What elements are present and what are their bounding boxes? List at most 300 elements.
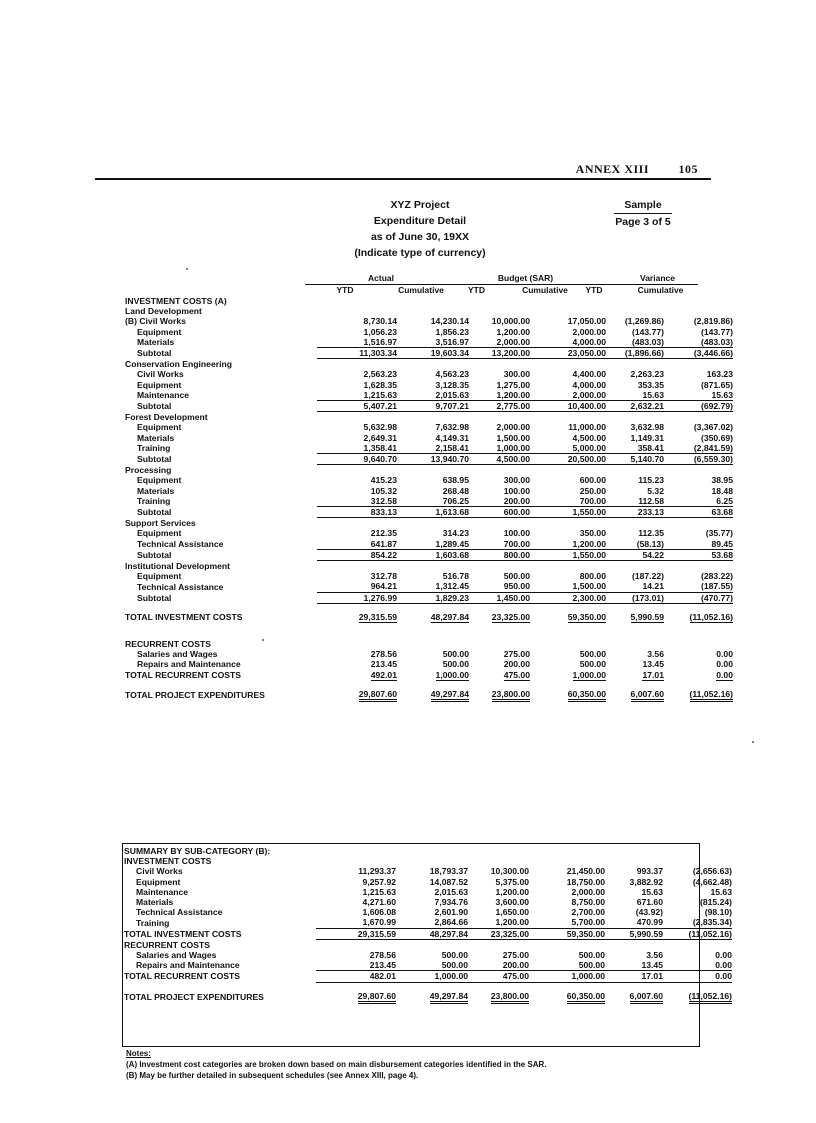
value-cell: 2,601.90 <box>434 907 468 918</box>
value-cell: 13,200.00 <box>469 348 530 359</box>
value-cell <box>397 465 469 476</box>
value-cell: 1,200.00 <box>495 917 529 928</box>
value-cell: 10,400.00 <box>530 401 606 412</box>
table-row <box>124 950 732 960</box>
notes-heading: Notes: <box>126 1049 151 1058</box>
value-cell: 9,707.21 <box>397 401 469 412</box>
value-cell: 5,632.98 <box>363 422 397 433</box>
value-cell <box>397 306 469 316</box>
row-label: SUMMARY BY SUB-CATEGORY (B): <box>124 846 271 856</box>
value-cell: (1,896.66) <box>606 348 664 359</box>
value-text: 5,990.59 <box>630 611 664 622</box>
value-cell: 115.23 <box>638 475 664 486</box>
value-cell: 13.45 <box>642 659 664 670</box>
value-cell <box>317 561 397 572</box>
value-cell: 2,015.63 <box>434 886 468 897</box>
value-cell <box>397 681 469 689</box>
value-cell <box>529 939 605 950</box>
value-cell: 1,650.00 <box>495 907 529 918</box>
table-row <box>125 670 733 681</box>
value-cell: 112.35 <box>638 528 664 539</box>
value-text: 29,807.60 <box>358 991 396 1004</box>
value-cell <box>664 631 733 639</box>
row-label: Repairs and Maintenance <box>137 659 241 670</box>
value-cell <box>469 689 530 702</box>
report-name: Expenditure Detail <box>373 215 467 227</box>
table-row <box>125 380 733 390</box>
value-cell: 3.56 <box>647 649 664 660</box>
value-cell: 18.48 <box>711 485 733 496</box>
row-label: Equipment <box>137 528 182 539</box>
table-row <box>125 496 733 507</box>
value-cell <box>606 639 664 649</box>
value-cell <box>664 465 733 476</box>
value-cell <box>663 982 732 991</box>
value-cell: 0.00 <box>715 950 732 961</box>
value-cell: 1,275.00 <box>496 379 530 390</box>
value-cell: 1,628.35 <box>363 379 397 390</box>
value-cell: 1,500.00 <box>496 432 530 443</box>
value-cell: 1,358.41 <box>363 442 397 453</box>
value-cell <box>606 465 664 476</box>
value-cell <box>317 631 397 639</box>
value-cell: 11,303.34 <box>317 348 397 359</box>
value-cell: (350.69) <box>700 432 733 443</box>
value-cell: 2,000.00 <box>496 336 530 347</box>
value-cell <box>606 681 664 689</box>
value-cell: 5,000.00 <box>572 442 606 453</box>
row-label: Training <box>137 443 171 454</box>
table-row <box>125 659 733 669</box>
section-heading-row <box>125 412 733 423</box>
value-cell <box>317 518 397 529</box>
value-cell: 482.01 <box>316 971 396 982</box>
value-cell: 4,500.00 <box>572 432 606 443</box>
value-cell: 13,940.70 <box>397 454 469 465</box>
value-cell: 89.45 <box>711 538 733 549</box>
row-label <box>125 623 317 631</box>
row-label: RECURRENT COSTS <box>124 939 210 950</box>
value-cell: 516.78 <box>442 571 469 582</box>
value-cell <box>664 518 733 529</box>
row-label: Subtotal <box>137 401 172 412</box>
section-heading-row <box>125 561 733 572</box>
value-cell <box>530 670 606 681</box>
value-cell <box>469 561 530 572</box>
value-cell: (58.13) <box>636 538 664 549</box>
value-cell: (283.22) <box>700 571 733 582</box>
value-cell: 2,000.00 <box>572 389 606 400</box>
value-cell: (143.77) <box>631 326 664 337</box>
value-cell: 470.99 <box>636 917 663 928</box>
table-row <box>125 592 733 603</box>
value-cell <box>317 681 397 689</box>
table-row <box>125 486 733 496</box>
row-label <box>124 982 316 991</box>
value-cell <box>530 612 606 623</box>
value-cell: 500.00 <box>578 960 605 971</box>
value-cell: 2,000.00 <box>572 326 606 337</box>
row-label: Materials <box>137 485 175 496</box>
table-row <box>124 928 732 939</box>
value-cell <box>316 846 396 856</box>
spacer-row <box>125 623 733 631</box>
table-row <box>125 433 733 443</box>
value-cell: 15.63 <box>711 389 733 400</box>
value-cell: 17,050.00 <box>567 316 606 327</box>
section-heading-row <box>124 939 732 950</box>
value-cell: 5.32 <box>647 485 664 496</box>
value-cell <box>316 856 396 866</box>
value-text: 48,297.84 <box>430 611 469 622</box>
row-label: Salaries and Wages <box>136 950 217 961</box>
value-cell <box>397 631 469 639</box>
value-cell <box>664 412 733 423</box>
value-cell <box>397 412 469 423</box>
value-cell <box>317 639 397 649</box>
sheet-page: Page 3 of 5 <box>615 216 671 228</box>
col-actual-ytd: YTD <box>336 285 354 295</box>
table-row <box>125 528 733 538</box>
value-cell: 1,550.00 <box>530 507 606 518</box>
value-cell: (1,269.86) <box>624 316 664 327</box>
value-cell: 212.35 <box>370 528 397 539</box>
col-variance-cum: Cumulative <box>637 285 684 295</box>
row-label: Conservation Engineering <box>125 358 232 369</box>
row-label: Technical Assistance <box>137 581 224 592</box>
value-cell: 268.48 <box>442 485 469 496</box>
row-label: Support Services <box>125 517 196 528</box>
table-row <box>124 877 732 887</box>
value-cell: 100.00 <box>503 528 530 539</box>
row-label: TOTAL INVESTMENT COSTS <box>124 928 242 939</box>
value-cell: 200.00 <box>502 960 529 971</box>
value-cell <box>469 670 530 681</box>
value-cell: 500.00 <box>441 950 468 961</box>
value-cell: 5,990.59 <box>605 928 663 939</box>
value-cell <box>530 631 606 639</box>
row-label: Materials <box>136 897 174 908</box>
value-cell: 1,550.00 <box>530 549 606 560</box>
value-cell: 53.68 <box>664 549 733 560</box>
value-cell <box>663 991 732 1004</box>
value-cell <box>530 561 606 572</box>
value-cell: 213.45 <box>369 960 396 971</box>
row-label: Land Development <box>125 306 202 317</box>
value-cell: 6.25 <box>716 495 733 506</box>
value-text: 6,007.60 <box>631 689 664 702</box>
value-cell <box>397 612 469 623</box>
value-cell: 4,000.00 <box>572 336 606 347</box>
value-cell: 112.58 <box>638 495 664 506</box>
value-cell <box>529 982 605 991</box>
value-cell: 0.00 <box>663 971 732 982</box>
value-cell <box>605 939 663 950</box>
table-row <box>125 422 733 432</box>
group-actual: Actual <box>368 273 394 283</box>
value-cell <box>664 639 733 649</box>
row-label: Training <box>137 496 171 507</box>
value-cell: 500.00 <box>442 649 469 660</box>
value-cell: 350.00 <box>579 528 606 539</box>
section-heading-row <box>125 306 733 316</box>
value-cell <box>469 631 530 639</box>
sample-label: Sample <box>614 197 671 214</box>
value-cell: 600.00 <box>579 475 606 486</box>
table-row <box>124 907 732 917</box>
value-cell <box>664 623 733 631</box>
value-cell: 2,015.63 <box>435 389 469 400</box>
value-cell <box>605 982 663 991</box>
value-cell: 0.00 <box>716 659 733 670</box>
spacer-row <box>124 982 732 991</box>
value-cell: 800.00 <box>469 549 530 560</box>
section-heading-row <box>125 518 733 529</box>
value-cell: 854.22 <box>317 549 397 560</box>
value-cell: 38.95 <box>711 475 733 486</box>
row-label: Repairs and Maintenance <box>136 960 240 971</box>
value-cell: 275.00 <box>503 649 530 660</box>
value-cell: 2,632.21 <box>606 401 664 412</box>
value-cell <box>530 359 606 370</box>
value-cell: (2,656.63) <box>692 866 732 877</box>
row-label: TOTAL PROJECT EXPENDITURES <box>124 992 264 1003</box>
value-cell: 706.25 <box>442 495 469 506</box>
value-cell <box>663 939 732 950</box>
value-text: 1,000.00 <box>435 669 469 680</box>
value-cell: 4,500.00 <box>469 454 530 465</box>
value-cell: 19,603.34 <box>397 348 469 359</box>
table-row <box>124 897 732 907</box>
value-cell: 0.00 <box>716 649 733 660</box>
value-cell: 1,000.00 <box>529 971 605 982</box>
value-cell: 15.63 <box>641 886 663 897</box>
value-cell <box>664 670 733 681</box>
value-cell: (871.65) <box>700 379 733 390</box>
value-cell: (470.77) <box>664 592 733 603</box>
value-cell: 10,300.00 <box>490 866 529 877</box>
value-cell: 638.95 <box>442 475 469 486</box>
value-cell: 2,563.23 <box>363 369 397 380</box>
section-heading-row <box>125 639 733 649</box>
value-cell: (3,446.66) <box>664 348 733 359</box>
value-cell <box>606 359 664 370</box>
table-row <box>125 581 733 592</box>
value-cell <box>530 639 606 649</box>
project-name: XYZ Project <box>390 199 450 211</box>
value-cell: 700.00 <box>503 538 530 549</box>
row-label: Materials <box>137 432 175 443</box>
table-row <box>125 612 733 623</box>
value-cell: 1,450.00 <box>469 592 530 603</box>
value-cell <box>469 296 530 306</box>
row-label <box>125 681 317 689</box>
value-cell <box>529 856 605 866</box>
value-cell: 5,407.21 <box>317 401 397 412</box>
value-cell: 2,263.23 <box>630 369 664 380</box>
summary-table <box>124 846 732 1004</box>
value-cell: 5,375.00 <box>495 876 529 887</box>
value-cell: 1,200.00 <box>496 326 530 337</box>
value-cell: 9,640.70 <box>317 454 397 465</box>
value-cell <box>469 465 530 476</box>
value-cell: 15.63 <box>710 886 732 897</box>
value-cell: 8,730.14 <box>363 316 397 327</box>
header-rule <box>95 178 711 180</box>
value-cell <box>664 306 733 316</box>
value-cell: 671.60 <box>636 897 663 908</box>
value-cell: 250.00 <box>579 485 606 496</box>
table-row <box>125 401 733 412</box>
spacer-row <box>125 631 733 639</box>
value-cell: 17.01 <box>605 971 663 982</box>
value-cell <box>396 939 468 950</box>
value-cell: 800.00 <box>579 571 606 582</box>
value-cell: 1,200.00 <box>496 389 530 400</box>
row-label: Civil Works <box>137 369 184 380</box>
value-cell <box>469 518 530 529</box>
table-row <box>125 348 733 359</box>
value-cell: 13.45 <box>641 960 663 971</box>
value-cell <box>606 670 664 681</box>
value-cell: 63.68 <box>664 507 733 518</box>
value-cell <box>664 561 733 572</box>
value-cell: 300.00 <box>503 475 530 486</box>
value-cell: 1,312.45 <box>435 581 469 592</box>
value-text: 492.01 <box>370 669 397 680</box>
report-title <box>300 197 540 261</box>
value-text: 475.00 <box>503 669 530 680</box>
value-text: (11,052.16) <box>689 611 733 622</box>
table-row <box>125 390 733 401</box>
table-row <box>125 507 733 518</box>
value-cell: (483.03) <box>700 336 733 347</box>
value-cell: 314.23 <box>442 528 469 539</box>
value-cell: 1,000.00 <box>396 971 468 982</box>
value-cell: 21,450.00 <box>566 866 605 877</box>
value-text: 60,350.00 <box>568 689 606 702</box>
value-cell <box>606 306 664 316</box>
value-cell <box>396 982 468 991</box>
value-cell <box>317 612 397 623</box>
value-cell: 59,350.00 <box>529 928 605 939</box>
value-cell: 500.00 <box>579 659 606 670</box>
value-text: 0.00 <box>716 669 733 680</box>
row-label: Maintenance <box>136 886 189 897</box>
value-cell <box>664 689 733 702</box>
value-cell <box>605 846 663 856</box>
sample-block <box>608 197 678 230</box>
table-row <box>124 887 732 897</box>
value-cell: 4,271.60 <box>362 897 396 908</box>
value-cell: 1,276.99 <box>317 592 397 603</box>
value-cell: 1,215.63 <box>363 389 397 400</box>
value-cell: 278.56 <box>370 649 397 660</box>
value-cell <box>468 939 529 950</box>
value-cell: 1,613.68 <box>397 507 469 518</box>
value-cell: 278.56 <box>369 950 396 961</box>
value-cell <box>530 296 606 306</box>
value-cell: (6,559.30) <box>664 454 733 465</box>
value-cell: 3,882.92 <box>629 876 663 887</box>
value-cell <box>664 359 733 370</box>
running-header <box>550 162 698 177</box>
expenditure-table <box>125 296 733 702</box>
value-cell <box>530 412 606 423</box>
value-cell <box>664 296 733 306</box>
value-cell: 54.22 <box>606 549 664 560</box>
value-cell <box>663 846 732 856</box>
value-cell <box>469 359 530 370</box>
value-cell <box>664 681 733 689</box>
row-label <box>125 631 317 639</box>
value-cell <box>317 689 397 702</box>
value-cell <box>396 856 468 866</box>
value-cell: 1,200.00 <box>572 538 606 549</box>
value-text: 29,315.59 <box>358 611 397 622</box>
value-cell: 163.23 <box>706 369 733 380</box>
value-cell: 23,325.00 <box>468 928 529 939</box>
col-actual-cum: Cumulative <box>398 285 444 295</box>
value-cell <box>396 991 468 1004</box>
value-cell: 500.00 <box>503 571 530 582</box>
value-cell: 2,864.66 <box>434 917 468 928</box>
table-row <box>125 316 733 326</box>
value-cell: 3,516.97 <box>435 336 469 347</box>
row-label: Subtotal <box>137 549 172 560</box>
value-cell <box>397 603 469 612</box>
value-cell <box>469 623 530 631</box>
table-row <box>125 369 733 379</box>
value-cell: 600.00 <box>469 507 530 518</box>
value-cell <box>468 982 529 991</box>
value-cell: (2,841.59) <box>693 442 733 453</box>
value-cell: 1,215.63 <box>362 886 396 897</box>
value-cell <box>317 603 397 612</box>
value-cell: 14.21 <box>642 581 664 592</box>
section-heading-row <box>125 296 733 306</box>
value-cell: 1,500.00 <box>572 581 606 592</box>
value-cell <box>469 603 530 612</box>
row-label: Equipment <box>136 876 181 887</box>
note-b: (B) May be further detailed in subsequent schedules (see Annex XIII, page 4). <box>126 1071 419 1080</box>
value-cell <box>605 991 663 1004</box>
page-number: 105 <box>678 162 698 176</box>
value-cell <box>317 412 397 423</box>
value-cell: 233.13 <box>606 507 664 518</box>
value-cell <box>663 856 732 866</box>
scan-speck <box>262 639 264 641</box>
value-cell <box>529 991 605 1004</box>
value-cell: 0.00 <box>715 960 732 971</box>
value-cell <box>606 689 664 702</box>
table-row <box>125 689 733 702</box>
value-cell <box>397 561 469 572</box>
value-cell: (4,662.48) <box>692 876 732 887</box>
value-text: 59,350.00 <box>567 611 606 622</box>
value-text: 6,007.60 <box>630 991 663 1004</box>
value-cell: 1,670.99 <box>362 917 396 928</box>
table-row <box>124 866 732 876</box>
value-cell: 500.00 <box>578 950 605 961</box>
annex-label: ANNEX XIII <box>575 162 649 176</box>
table-row <box>125 549 733 560</box>
value-cell <box>530 689 606 702</box>
value-cell: 2,000.00 <box>496 422 530 433</box>
value-cell <box>606 518 664 529</box>
value-cell: 1,856.23 <box>435 326 469 337</box>
report-date: as of June 30, 19XX <box>370 231 470 243</box>
